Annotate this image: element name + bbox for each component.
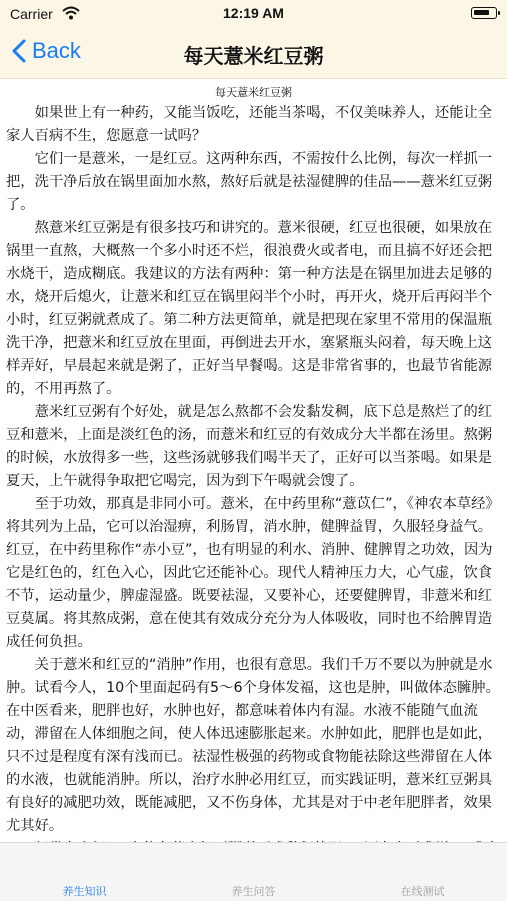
battery-icon [471, 7, 497, 19]
article-paragraph: 薏米红豆粥有个好处，就是怎么熬都不会发黏发稠，底下总是熬烂了的红豆和薏米，上面是淡红色的汤，而薏米和红豆的有效成分大半都在汤里。熬粥的时候，水放得多一些，这些汤就够我们喝半天了，正好可以当茶喝。如果是夏天，上午就得争取把它喝完，因为到下午喝就会馊了。 [6, 404, 493, 489]
article-paragraph: 关于薏米和红豆的“消肿”作用，也很有意思。我们千万不要以为肿就是水肿。试看今人，10个里面起码有5～6个身体发福，这也是肿，叫做体态臃肿。在中医看来，肥胖也好，水肿也好，都意味着体内有湿。水液不能随气血流动，滞留在人体细胞之间，使人体迅速膨胀起来。水肿如此，肥胖也是如此，只不过是程度有深有浅而已。祛湿性极强的药物或食物能祛除这些滞留在人体的水液，也就能消肿。所以，治疗水肿必用红豆，而实践证明，薏米红豆粥具有良好的减肥功效，既能减肥，又不伤身体，尤其是对于中老年肥胖者，效果尤其好。 [6, 657, 500, 834]
status-time: 12:19 AM [223, 5, 284, 21]
navigation-bar [0, 28, 507, 79]
tab-health-qa[interactable] [169, 843, 338, 901]
tab-label: 养生问答 [231, 885, 276, 898]
tab-online-test[interactable] [338, 843, 507, 901]
battery-level-fill [474, 10, 489, 15]
article-body [0, 102, 507, 907]
article-heading: 每天薏米红豆粥 [215, 86, 292, 99]
tab-bar [0, 842, 507, 901]
carrier-label: Carrier [10, 6, 53, 22]
back-label: Back [32, 38, 81, 63]
article-scroll-view[interactable] [0, 79, 507, 842]
article-paragraph: 熬薏米红豆粥是有很多技巧和讲究的。薏米很硬，红豆也很硬，如果放在锅里一直熬，大概熬一个多小时还不烂，很浪费火或者电，而且搞不好还会把水烧干，造成糊底。我建议的方法有两种：第一种方法是在锅里加进去足够的水，烧开后熄火，让薏米和红豆在锅里闷半个小时，再开火，烧开后再闷半个小时，红豆粥就煮成了。第二种方法更简单，就是把现在家里不常用的保温瓶洗干净，把薏米和红豆放在里面，再倒进去开水，塞紧瓶头闷着，每天晚上这样弄好，早晨起来就是粥了，正好当早餐喝。这是非常省事的，也最节省能源的，不用再熬了。 [6, 220, 493, 397]
article-paragraph: 如果世上有一种药，又能当饭吃，还能当茶喝，不仅美味养人，还能让全家人百病不生，您愿意一试吗？ [6, 105, 493, 144]
page-title: 每天薏米红豆粥 [183, 44, 324, 68]
article-paragraph: 它们一是薏米，一是红豆。这两种东西，不需按什么比例，每次一样抓一把，洗干净后放在锅里面加水熬，熬好后就是祛湿健脾的佳品——薏米红豆粥了。 [6, 151, 493, 213]
tab-label: 在线测试 [400, 885, 445, 898]
tab-label: 养生知识 [62, 885, 107, 898]
tab-health-knowledge[interactable] [0, 843, 169, 901]
status-bar [0, 0, 507, 28]
article-paragraph: 至于功效，那真是非同小可。薏米，在中药里称“薏苡仁”，《神农本草经》将其列为上品，它可以治湿痹，利肠胃，消水肿，健脾益胃，久服轻身益气。红豆，在中药里称作“赤小豆”，也有明显的利水、消肿、健脾胃之功效，因为它是红色的，红色入心，因此它还能补心。现代人精神压力大，心气虚，饮食不节，运动量少，脾虚湿盛。既要祛湿，又要补心，还要健脾胃，非薏米和红豆莫属。将其熬成粥，意在使其有效成分充分为人体吸收，同时也不给脾胃造成任何负担。 [6, 496, 500, 650]
